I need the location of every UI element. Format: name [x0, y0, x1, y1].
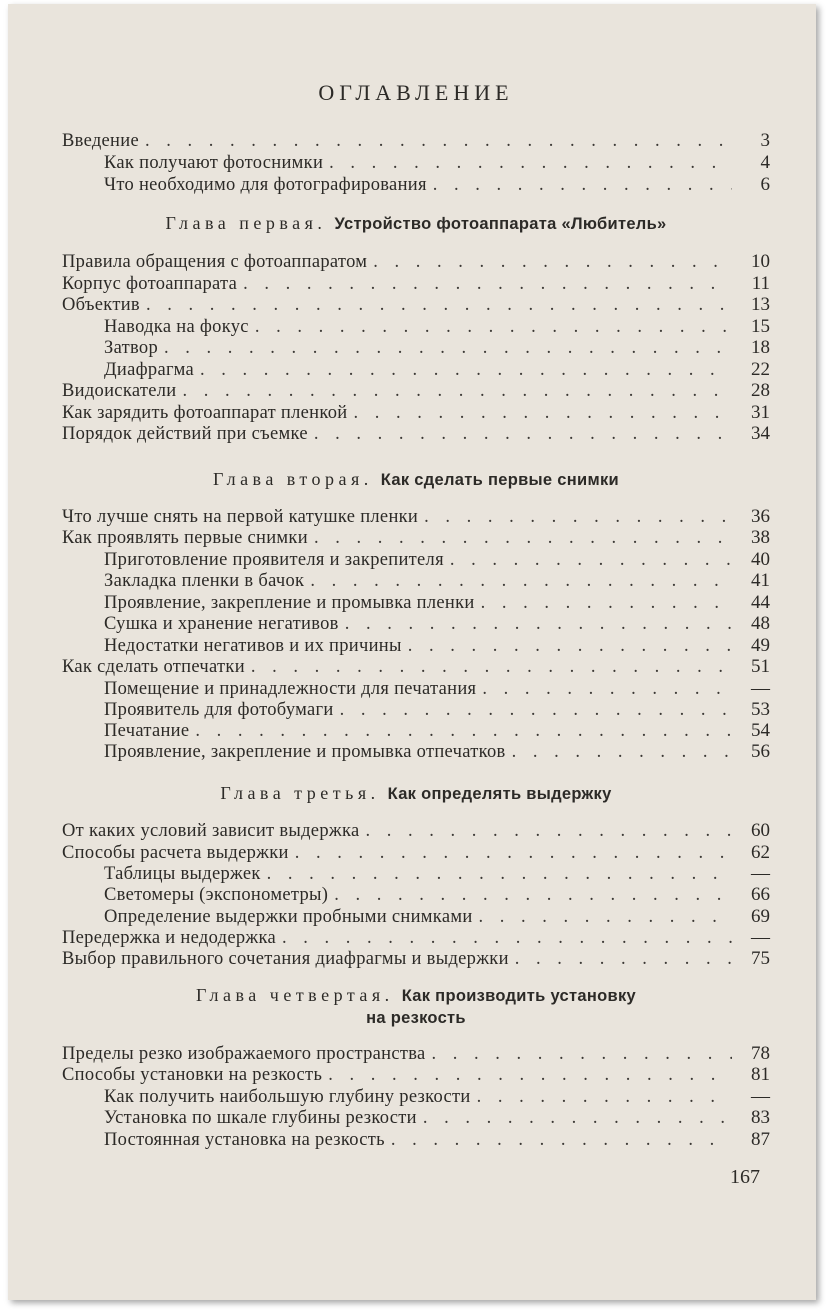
toc-entry-label: Проявление, закрепление и промывка пленки — [104, 593, 475, 613]
leader-dots — [267, 863, 732, 885]
toc-entry-label: Видоискатели — [62, 381, 177, 401]
leader-dots — [195, 720, 732, 742]
toc-entry-label: Что лучше снять на первой катушке пленки — [62, 507, 419, 527]
chapter-title: Как определять выдержку — [387, 785, 612, 803]
leader-dots — [164, 337, 732, 359]
toc-entry-page: 75 — [751, 948, 770, 969]
toc-entry-label: Как сделать отпечатки — [62, 657, 245, 677]
toc-entry-page: 87 — [751, 1129, 770, 1150]
leader-dots — [146, 294, 732, 316]
toc-entry — [62, 251, 770, 273]
toc-entry-label: Проявление, закрепление и промывка отпечатков — [104, 742, 506, 762]
toc-entry-label: Как получить наибольшую глубину резкости — [104, 1087, 471, 1107]
leader-dots — [340, 699, 732, 721]
toc-entry-label: Определение выдержки пробными снимками — [104, 907, 473, 927]
toc-entry-label: Наводка на фокус — [104, 317, 249, 337]
leader-dots — [334, 884, 732, 906]
toc-entry-page: 81 — [751, 1064, 770, 1085]
toc-entry — [62, 699, 770, 721]
toc-entry-page: 60 — [751, 820, 770, 841]
leader-dots — [243, 273, 732, 295]
toc-entry-label: Объектив — [62, 295, 140, 315]
page-title: ОГЛАВЛЕНИЕ — [318, 80, 514, 105]
toc-entry — [62, 316, 770, 338]
toc-entry-page: 44 — [751, 592, 770, 613]
toc-entry-label: Светомеры (экспонометры) — [104, 885, 329, 905]
toc-entry-page: 62 — [751, 842, 770, 863]
chapter-label: Глава первая. — [165, 213, 327, 233]
leader-dots — [314, 423, 732, 445]
page-number: 167 — [730, 1166, 760, 1188]
toc-entry — [62, 906, 770, 928]
toc-entry-label: Закладка пленки в бачок — [104, 571, 305, 591]
toc-entry — [62, 927, 770, 949]
toc-entry-label: Передержка и недодержка — [62, 928, 276, 948]
chapter-title: Как производить установку — [401, 987, 636, 1005]
leader-dots — [432, 1043, 732, 1065]
toc-entry-label: Корпус фотоаппарата — [62, 274, 238, 294]
toc-entry-page: 18 — [751, 337, 770, 358]
book-page — [8, 4, 816, 1300]
leader-dots — [295, 842, 732, 864]
toc-entry — [62, 174, 770, 196]
toc-entry-page: 13 — [751, 294, 770, 315]
toc-entry-page: 41 — [751, 570, 770, 591]
toc-entry — [62, 527, 770, 549]
toc-entry-page: 11 — [751, 273, 770, 294]
toc-entry-label: Диафрагма — [104, 360, 195, 380]
toc-entry-label: Выбор правильного сочетания диафрагмы и выдержки — [62, 949, 509, 969]
toc-entry — [62, 1064, 770, 1086]
toc-entry-page: 83 — [751, 1107, 770, 1128]
toc-entry — [62, 884, 770, 906]
leader-dots — [450, 549, 732, 571]
toc-entry-label: Способы расчета выдержки — [62, 843, 289, 863]
toc-entry-page: 66 — [751, 884, 770, 905]
toc-entry-page: 22 — [751, 359, 770, 380]
toc-entry — [62, 1043, 770, 1065]
chapter-heading-4 — [62, 984, 770, 1029]
leader-dots — [200, 359, 732, 381]
leader-dots — [512, 741, 732, 763]
toc-entry — [62, 506, 770, 528]
chapter-heading-3 — [62, 782, 770, 805]
toc-entry-page: 51 — [751, 656, 770, 677]
toc-entry — [62, 337, 770, 359]
leader-dots — [408, 635, 732, 657]
toc-entry — [62, 359, 770, 381]
leader-dots — [481, 592, 732, 614]
leader-dots — [391, 1129, 732, 1151]
chapter-title: Как сделать первые снимки — [380, 471, 619, 489]
toc-entry-label: Таблицы выдержек — [104, 864, 261, 884]
toc-entry-label: Пределы резко изображаемого пространства — [62, 1044, 426, 1064]
toc-entry-page: 31 — [751, 402, 770, 423]
toc-entry — [62, 592, 770, 614]
toc-entry — [62, 635, 770, 657]
leader-dots — [479, 906, 732, 928]
toc-entry-page: 53 — [751, 699, 770, 720]
toc-entry-label: Способы установки на резкость — [62, 1065, 323, 1085]
toc-entry-label: Как получают фотоснимки — [104, 153, 324, 173]
leader-dots — [282, 927, 732, 949]
toc-entry — [62, 1129, 770, 1151]
toc-entry — [62, 570, 770, 592]
chapter-title-line2: на резкость — [366, 1009, 466, 1027]
toc-entry-page: 28 — [751, 380, 770, 401]
toc-entry — [62, 152, 770, 174]
toc-entry-label: Сушка и хранение негативов — [104, 614, 339, 634]
toc-entry — [62, 294, 770, 316]
toc-entry-page: 38 — [751, 527, 770, 548]
leader-dots — [328, 1064, 732, 1086]
toc-entry — [62, 1086, 770, 1108]
leader-dots — [251, 656, 732, 678]
toc-entry-label: Установка по шкале глубины резкости — [104, 1108, 417, 1128]
chapter-heading-2 — [62, 468, 770, 491]
toc-entry-label: Введение — [62, 131, 139, 151]
leader-dots — [477, 1086, 732, 1108]
leader-dots — [373, 251, 732, 273]
toc-entry-label: Недостатки негативов и их причины — [104, 636, 402, 656]
toc-entry-label: Постоянная установка на резкость — [104, 1130, 385, 1150]
toc-entry — [62, 820, 770, 842]
toc-entry-page: 78 — [751, 1043, 770, 1064]
toc-entry-label: Как зарядить фотоаппарат пленкой — [62, 403, 348, 423]
leader-dots — [255, 316, 732, 338]
toc-entry-label: Порядок действий при съемке — [62, 424, 308, 444]
toc-entry-page: 54 — [751, 720, 770, 741]
toc-entry-page: — — [751, 927, 770, 948]
toc-entry-label: Приготовление проявителя и закрепителя — [104, 550, 444, 570]
toc-entry-page: — — [751, 1086, 770, 1107]
toc-entry — [62, 423, 770, 445]
toc-entry — [62, 1107, 770, 1129]
toc-entry-label: Правила обращения с фотоаппаратом — [62, 252, 368, 272]
toc-entry-page: 4 — [760, 152, 770, 173]
chapter-title: Устройство фотоаппарата «Любитель» — [334, 215, 667, 233]
leader-dots — [515, 948, 732, 970]
toc-entry-page: 10 — [751, 251, 770, 272]
toc-entry — [62, 549, 770, 571]
chapter-label: Глава вторая. — [213, 469, 373, 489]
toc-entry — [62, 273, 770, 295]
chapter-label: Глава третья. — [220, 783, 380, 803]
leader-dots — [345, 613, 732, 635]
toc-entry-label: Печатание — [104, 721, 190, 741]
toc-entry-page: 48 — [751, 613, 770, 634]
toc-entry-page: 40 — [751, 549, 770, 570]
chapter-label: Глава четвертая. — [196, 985, 394, 1005]
toc-entry — [62, 842, 770, 864]
leader-dots — [310, 570, 732, 592]
toc-entry-label: Как проявлять первые снимки — [62, 528, 308, 548]
toc-entry-page: 3 — [760, 130, 770, 151]
toc-entry — [62, 948, 770, 970]
toc-entry-page: 34 — [751, 423, 770, 444]
toc-entry — [62, 678, 770, 700]
leader-dots — [365, 820, 732, 842]
toc-entry-page: 6 — [760, 174, 770, 195]
chapter-heading-1 — [62, 212, 770, 235]
toc-entry-page: — — [751, 678, 770, 699]
toc-entry-label: От каких условий зависит выдержка — [62, 821, 360, 841]
leader-dots — [314, 527, 732, 549]
leader-dots — [424, 506, 732, 528]
toc-entry — [62, 863, 770, 885]
leader-dots — [423, 1107, 732, 1129]
toc-entry-label: Проявитель для фотобумаги — [104, 700, 334, 720]
toc-entry — [62, 656, 770, 678]
leader-dots — [353, 402, 732, 424]
toc-entry-page: — — [751, 863, 770, 884]
toc-entry-page: 36 — [751, 506, 770, 527]
toc-entry-page: 56 — [751, 741, 770, 762]
leader-dots — [482, 678, 732, 700]
toc-entry — [62, 720, 770, 742]
leader-dots — [145, 130, 732, 152]
toc-entry — [62, 380, 770, 402]
leader-dots — [329, 152, 732, 174]
toc-entry-page: 15 — [751, 316, 770, 337]
leader-dots — [182, 380, 732, 402]
toc-entry — [62, 613, 770, 635]
toc-entry — [62, 741, 770, 763]
toc-entry-label: Что необходимо для фотографирования — [104, 175, 427, 195]
toc-entry — [62, 130, 770, 152]
toc-entry-label: Помещение и принадлежности для печатания — [104, 679, 477, 699]
toc-entry — [62, 402, 770, 424]
toc-entry-page: 69 — [751, 906, 770, 927]
leader-dots — [433, 174, 732, 196]
toc-entry-page: 49 — [751, 635, 770, 656]
toc-entry-label: Затвор — [104, 338, 158, 358]
